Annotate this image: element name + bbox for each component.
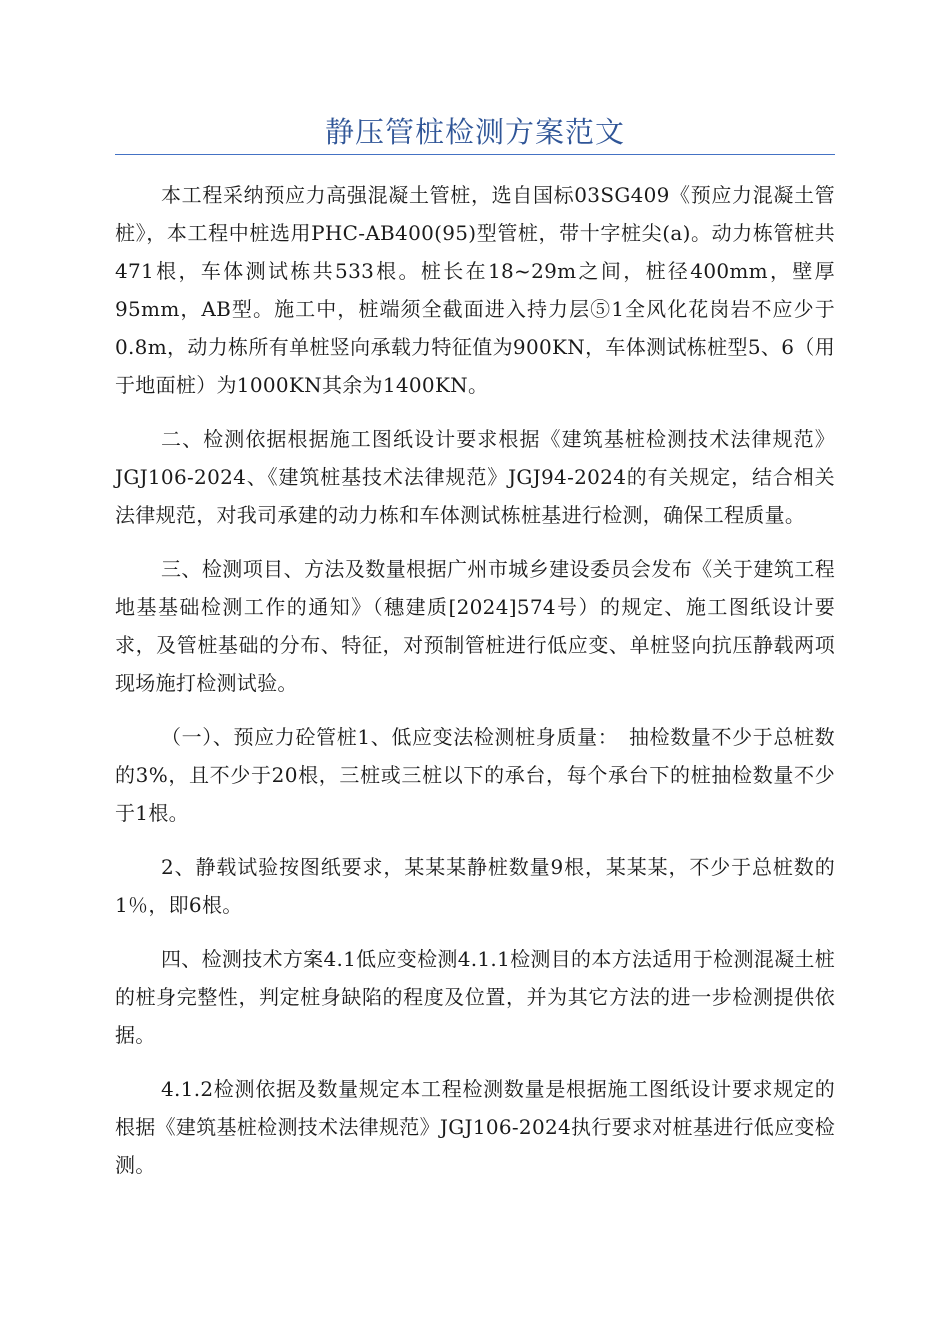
paragraph-inspection-quantity: 4.1.2检测依据及数量规定本工程检测数量是根据施工图纸设计要求规定的根据《建筑基桩检测技术法律规范》JGJ106-2024执行要求对桩基进行低应变检测。 xyxy=(115,1077,835,1177)
paragraph-technical-plan: 四、检测技术方案4.1低应变检测4.1.1检测目的本方法适用于检测混凝土桩的桩身完整性，判定桩身缺陷的程度及位置，并为其它方法的进一步检测提供依据。 xyxy=(115,947,835,1047)
paragraph-low-strain-quantity: （一）、预应力砼管桩1、低应变法检测桩身质量： 抽检数量不少于总桩数的3%，且不少于20根，三桩或三桩以下的承台，每个承台下的桩抽检数量不少于1根。 xyxy=(115,725,835,825)
paragraph-static-load-test: 2、静载试验按图纸要求，某某某静桩数量9根，某某某，不少于总桩数的1％，即6根。 xyxy=(115,855,835,917)
paragraph-project-overview: 本工程采纳预应力高强混凝土管桩，选自国标03SG409《预应力混凝土管桩》，本工程中桩选用PHC-AB400(95)型管桩，带十字桩尖(a)。动力栋管桩共471根，车体测试栋共533根。桩长在18~29m之间，桩径400mm，壁厚95mm，AB型。施工中，桩端须全截面进入持力层⑤1全风化花岗岩不应少于0.8m，动力栋所有单桩竖向承载力特征值为900KN，车体测试栋桩型5、6（用于地面桩）为1000KN其余为1400KN。 xyxy=(115,183,835,397)
title-underline xyxy=(115,154,835,155)
paragraph-inspection-items: 三、检测项目、方法及数量根据广州市城乡建设委员会发布《关于建筑工程地基基础检测工作的通知》（穗建质[2024]574号）的规定、施工图纸设计要求，及管桩基础的分布、特征，对预制管桩进行低应变、单桩竖向抗压静载两项现场施打检测试验。 xyxy=(115,557,835,695)
document-body xyxy=(115,176,835,1200)
paragraph-inspection-basis: 二、检测依据根据施工图纸设计要求根据《建筑基桩检测技术法律规范》JGJ106-2024、《建筑桩基技术法律规范》JGJ94-2024的有关规定，结合相关法律规范，对我司承建的动力栋和车体测试栋桩基进行检测，确保工程质量。 xyxy=(115,427,835,527)
document-title: 静压管桩检测方案范文 xyxy=(324,115,625,149)
